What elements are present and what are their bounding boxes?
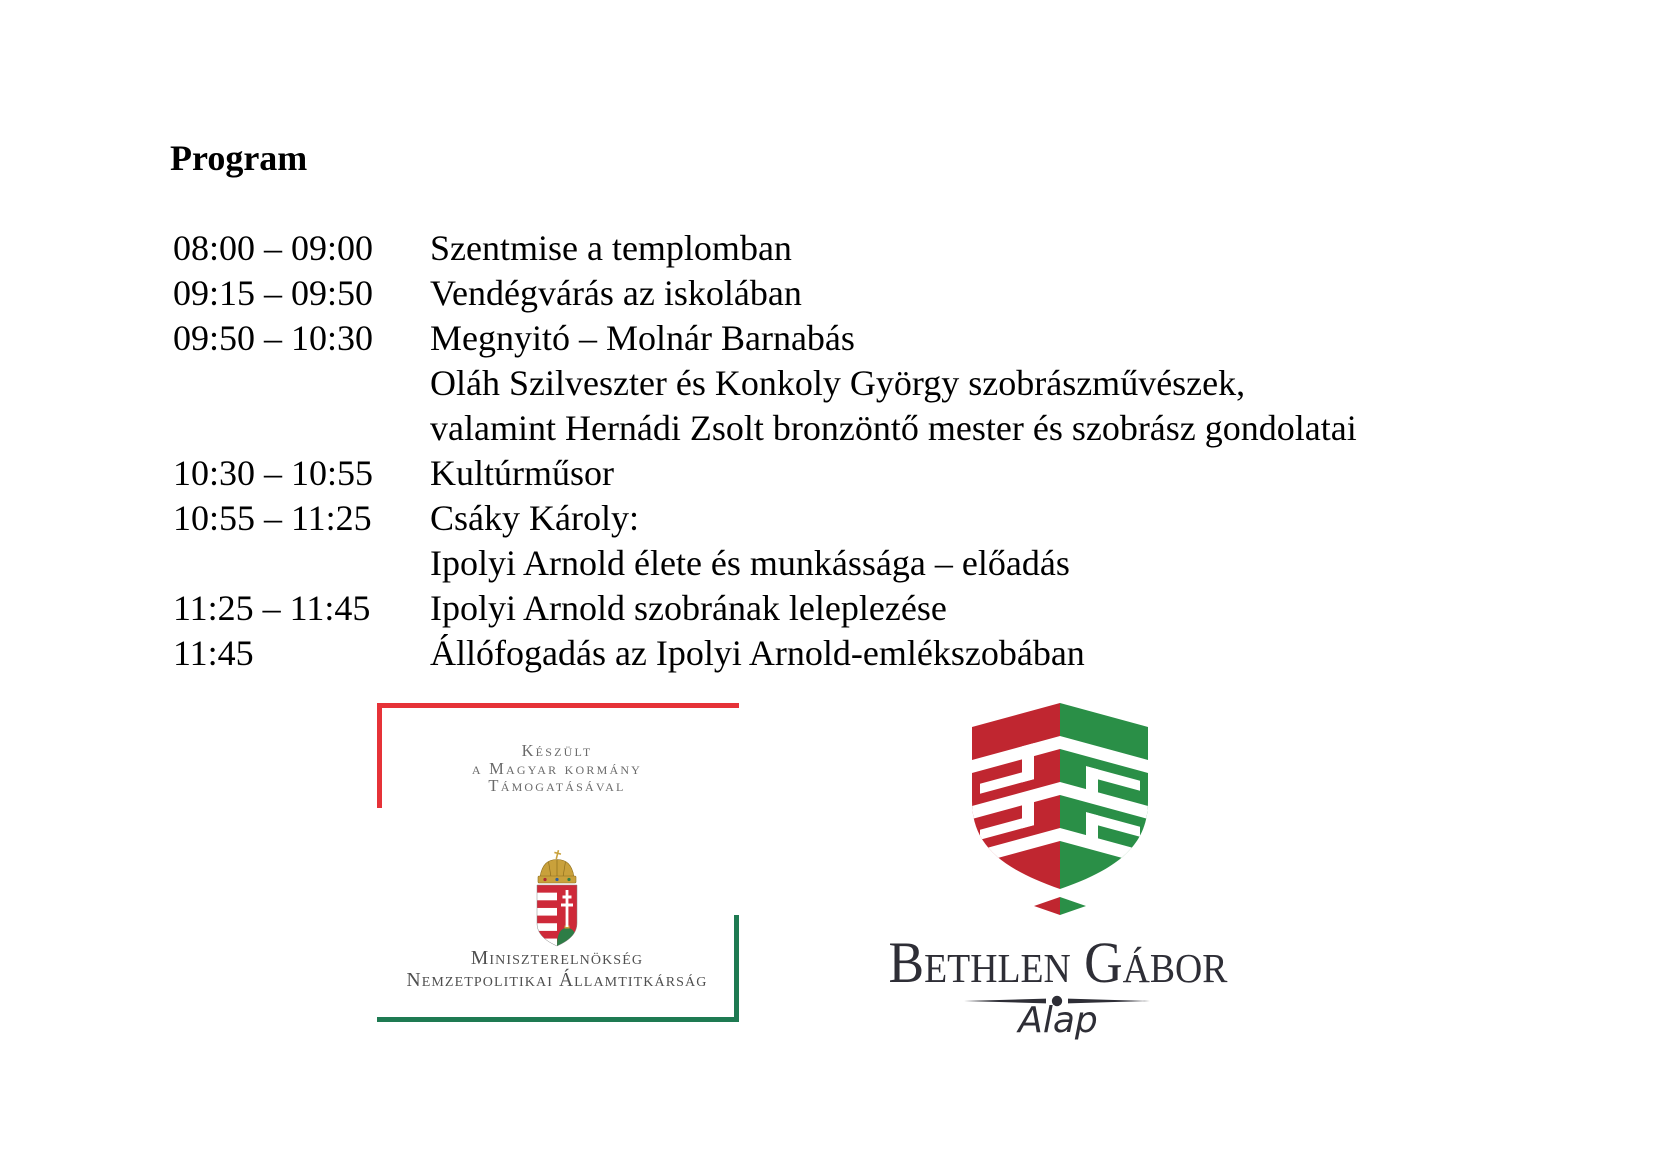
gov-support-text: [407, 742, 707, 795]
ministry-name-line: Nemzetpolitikai Államtitkárság: [406, 970, 708, 991]
bga-alap-text: Alap: [1018, 1000, 1098, 1041]
schedule-time: 09:50 – 10:30: [173, 318, 374, 358]
schedule-time: [173, 541, 430, 586]
schedule-time: 10:30 – 10:55: [173, 453, 374, 493]
schedule-row: [173, 361, 1357, 406]
page-title: Program: [170, 138, 308, 178]
schedule-row: [173, 406, 1357, 451]
ministry-name-line: Miniszterelnökség: [470, 948, 644, 969]
schedule-text: valamint Hernádi Zsolt bronzöntő mester és szobrász gondolatai: [430, 408, 1357, 448]
schedule-text: Csáky Károly:: [430, 498, 639, 538]
schedule-row: [173, 541, 1357, 586]
schedule-time: 09:15 – 09:50: [173, 273, 374, 313]
schedule-time: 11:45: [173, 633, 254, 673]
schedule-list: [173, 226, 1357, 676]
gov-support-line: Támogatásával: [488, 776, 626, 795]
gov-frame-green-bottom: [377, 1017, 739, 1022]
gov-frame-red-left: [377, 703, 382, 808]
schedule-time: 08:00 – 09:00: [173, 228, 374, 268]
schedule-time: [173, 406, 430, 451]
schedule-row: [173, 586, 1357, 631]
schedule-row: [173, 451, 1357, 496]
gov-support-line: Készült: [521, 741, 593, 760]
schedule-text: Ipolyi Arnold élete és munkássága – előadás: [430, 543, 1070, 583]
schedule-text: Kultúrműsor: [430, 453, 614, 493]
schedule-row: [173, 271, 1357, 316]
schedule-text: Vendégvárás az iskolában: [430, 273, 802, 313]
schedule-row: [173, 316, 1357, 361]
schedule-row: [173, 496, 1357, 541]
gov-frame-red-top: [377, 703, 739, 708]
ministry-name-text: [367, 948, 747, 992]
schedule-row: [173, 631, 1357, 676]
bga-shield-icon: [972, 703, 1148, 917]
schedule-text: Ipolyi Arnold szobrának leleplezése: [430, 588, 947, 628]
schedule-time: 11:25 – 11:45: [173, 588, 371, 628]
schedule-row: [173, 226, 1357, 271]
schedule-time: [173, 361, 430, 406]
holy-crown-icon: [538, 849, 576, 883]
hungarian-coat-of-arms-icon: [534, 849, 580, 947]
schedule-text: Oláh Szilveszter és Konkoly György szobrászművészek,: [430, 363, 1246, 403]
gov-support-line: a Magyar kormány: [471, 758, 643, 778]
schedule-text: Állófogadás az Ipolyi Arnold-emlékszobában: [430, 633, 1085, 673]
bga-name-text: Bethlen Gábor: [888, 930, 1228, 995]
schedule-time: 10:55 – 11:25: [173, 498, 372, 538]
schedule-text: Megnyitó – Molnár Barnabás: [430, 318, 855, 358]
schedule-text: Szentmise a templomban: [430, 228, 792, 268]
